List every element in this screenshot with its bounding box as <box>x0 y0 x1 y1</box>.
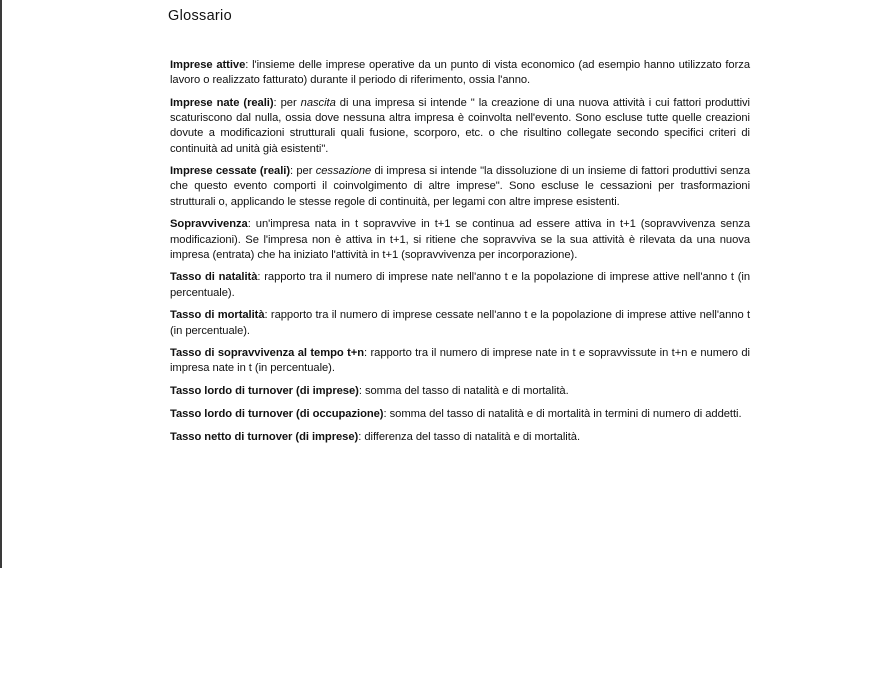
glossary-entry-turnover-lordo-imprese <box>170 384 750 399</box>
glossary-definition: : l'insieme delle imprese operative da un punto di vista economico (ad esempio hanno utilizzato forza lavoro o realizzato fatturato) durante il periodo di riferimento, ossia l'anno. <box>170 59 750 87</box>
glossary-term: Tasso di mortalità <box>170 309 265 322</box>
glossary-definition: : un'impresa nata in t sopravvive in t+1 se continua ad essere attiva in t+1 (sopravvivenza senza modificazioni). Se l'impresa non è attiva in t+1, si ritiene che sopravviva se la sua attività è rilevata da una nuova impresa (entrata) che ha iniziato l'attività in t+1 (sopravvivenza per incorporazione). <box>170 218 750 261</box>
glossary-definition: di impresa si intende "la dissoluzione di un insieme di fattori produttivi senza che questo evento comporti il coinvolgimento di altre imprese". Sono escluse le cessazioni per trasformazioni strutturali o, applicando le stesse regole di continuità, per legami con altre imprese esistenti. <box>170 165 751 208</box>
glossary-definition: di una impresa si intende " la creazione di una nuova attività i cui fattori produttivi scaturiscono dal nulla, ossia dove nessuna altra impresa è coinvolta nell'evento. Sono escluse tutte quelle creazioni dovute a modificazioni strutturali quali fusione, scorporo, etc. o che risultino collegate secondo specifici criteri di continuità ad unità già esistenti". <box>170 96 750 155</box>
glossary-definition: : somma del tasso di natalità e di mortalità. <box>358 385 569 398</box>
glossary-term: Tasso di natalità <box>170 271 258 284</box>
glossary-entry-turnover-lordo-occupazione <box>170 407 750 422</box>
glossary-italic-word: cessazione <box>315 165 372 178</box>
glossary-term: Imprese cessate (reali) <box>170 165 291 178</box>
glossary-term: Tasso netto di turnover (di imprese) <box>170 430 359 443</box>
glossary-definition: : rapporto tra il numero di imprese cessate nell'anno t e la popolazione di imprese attive nell'anno t (in percentuale). <box>170 309 750 337</box>
glossary-term: Tasso di sopravvivenza al tempo t+n <box>170 347 365 360</box>
glossary-entry-imprese-attive <box>170 58 750 88</box>
glossary-definition-prefix: : per <box>290 165 316 178</box>
glossary-definition-prefix: : per <box>273 96 301 109</box>
glossary-definition: : differenza del tasso di natalità e di mortalità. <box>358 430 581 443</box>
glossary-definition: : rapporto tra il numero di imprese nate in t e sopravvissute in t+n e numero di impresa nate in t (in percentuale). <box>170 347 750 375</box>
glossary-entry-imprese-cessate <box>170 164 750 210</box>
glossary-entry-tasso-natalita <box>170 270 750 300</box>
glossary-term: Imprese nate (reali) <box>170 96 274 109</box>
glossary-italic-word: nascita <box>300 96 336 109</box>
left-border-line <box>0 0 2 568</box>
glossary-entry-tasso-sopravvivenza <box>170 346 750 376</box>
glossary-entry-imprese-nate <box>170 96 750 157</box>
glossary-entry-tasso-mortalita <box>170 308 750 338</box>
glossary-term: Sopravvivenza <box>170 218 248 231</box>
glossary-list <box>170 58 750 452</box>
glossary-definition: : rapporto tra il numero di imprese nate nell'anno t e la popolazione di imprese attive nell'anno t (in percentuale). <box>170 271 751 299</box>
glossary-term: Imprese attive <box>170 59 246 71</box>
glossary-entry-sopravvivenza <box>170 217 750 263</box>
glossary-term: Tasso lordo di turnover (di imprese) <box>170 385 359 398</box>
page-title: Glossario <box>168 8 232 24</box>
glossary-definition: : somma del tasso di natalità e di mortalità in termini di numero di addetti. <box>383 407 742 420</box>
glossary-entry-turnover-netto-imprese <box>170 430 750 445</box>
glossary-term: Tasso lordo di turnover (di occupazione) <box>170 407 384 420</box>
